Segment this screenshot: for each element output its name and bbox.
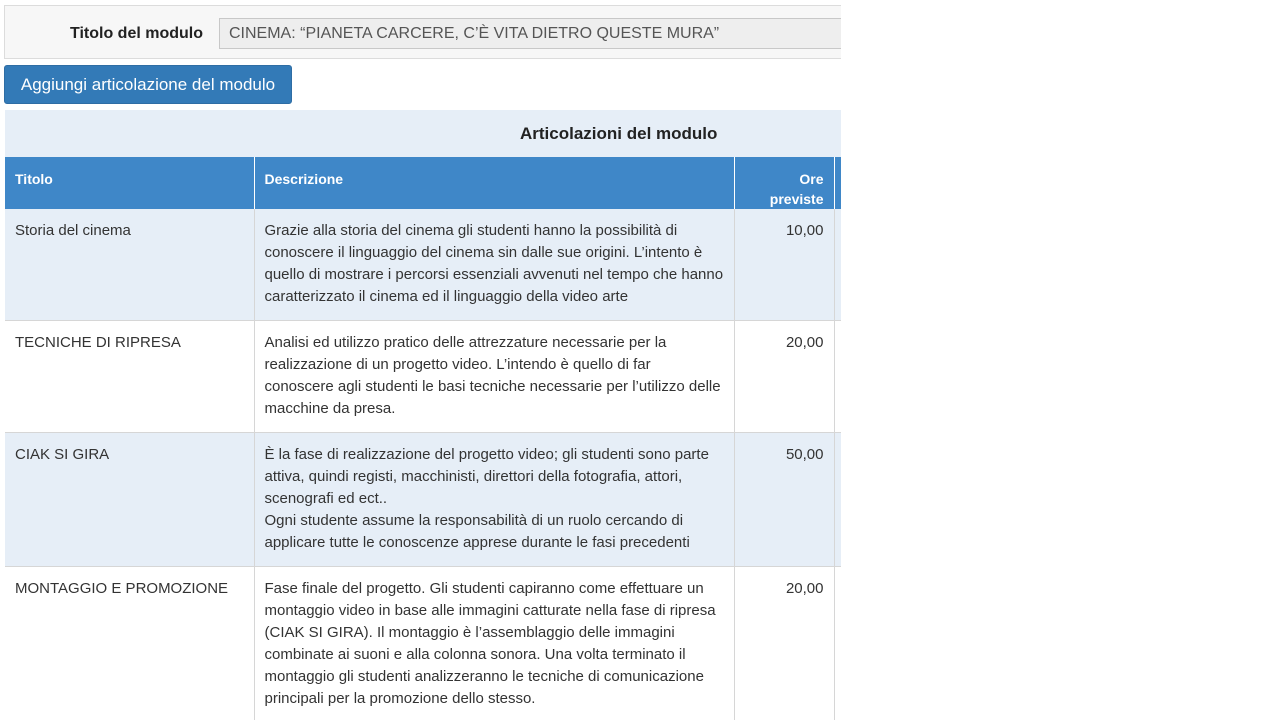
table-caption (5, 110, 841, 157)
column-header-ore-previste[interactable] (734, 157, 834, 209)
cell-descrizione (254, 567, 734, 720)
table-row[interactable] (5, 433, 841, 567)
table-body (5, 209, 841, 720)
table-row[interactable] (5, 567, 841, 720)
module-title-label: Titolo del modulo (69, 25, 203, 42)
description-paragraph: Grazie alla storia del cinema gli studenti hanno la possibilità di conoscere il linguaggio del cinema sin dalle sue origini. L’intento è quello di mostrare i percorsi essenziali avvenuti nel tempo che hanno caratterizzato il cinema ed il linguaggio della video arte (264, 222, 724, 305)
table-row[interactable] (5, 209, 841, 321)
column-header-titolo[interactable]: Titolo (5, 157, 254, 209)
articulations-table-panel (5, 110, 841, 720)
cell-titolo: TECNICHE DI RIPRESA (5, 321, 254, 433)
description-paragraph: Fase finale del progetto. Gli studenti capiranno come effettuare un montaggio video in base alle immagini catturate nella fase di ripresa (CIAK SI GIRA). Il montaggio è l’assemblaggio delle immagini combinate ai suoni e alla colonna sonora. Una volta terminato il montaggio gli studenti analizzeranno le tecniche di comunicazione principali per la promozione dello stesso. (264, 580, 716, 707)
cell-extra (834, 321, 841, 433)
column-header-descrizione[interactable]: Descrizione (254, 157, 734, 209)
description-paragraph: Analisi ed utilizzo pratico delle attrezzature necessarie per la realizzazione di un progetto video. L’intendo è quello di far conoscere agli studenti le basi tecniche necessarie per l’utilizzo delle macchine da presa. (264, 334, 721, 417)
cell-descrizione (254, 321, 734, 433)
column-header-extra (834, 157, 841, 209)
add-module-articulation-button[interactable]: Aggiungi articolazione del modulo (4, 65, 292, 104)
table-row[interactable] (5, 321, 841, 433)
cell-descrizione (254, 209, 734, 321)
description-paragraph: Ogni studente assume la responsabilità di un ruolo cercando di applicare tutte le conoscenze apprese durante le fasi precedenti (264, 512, 690, 551)
cell-extra (834, 567, 841, 720)
cell-ore-previste: 20,00 (734, 321, 834, 433)
cell-extra (834, 433, 841, 567)
table-caption-text: Articolazioni del modulo (520, 124, 718, 143)
cell-ore-previste: 20,00 (734, 567, 834, 720)
articulations-table (5, 157, 841, 720)
column-header-ore-line1: Ore (799, 171, 824, 187)
cell-titolo: Storia del cinema (5, 209, 254, 321)
column-header-ore-line2: previste (769, 191, 824, 207)
cell-ore-previste: 50,00 (734, 433, 834, 567)
table-header-row (5, 157, 841, 209)
cell-titolo: CIAK SI GIRA (5, 433, 254, 567)
module-title-field[interactable]: CINEMA: “PIANETA CARCERE, C’È VITA DIETRO QUESTE MURA” (219, 18, 841, 49)
description-paragraph: È la fase di realizzazione del progetto video; gli studenti sono parte attiva, quindi registi, macchinisti, direttori della fotografia, attori, scenografi ed ect.. (264, 446, 709, 507)
cell-descrizione (254, 433, 734, 567)
cell-extra (834, 209, 841, 321)
cell-ore-previste: 10,00 (734, 209, 834, 321)
cell-titolo: MONTAGGIO E PROMOZIONE (5, 567, 254, 720)
module-title-row (4, 5, 841, 59)
